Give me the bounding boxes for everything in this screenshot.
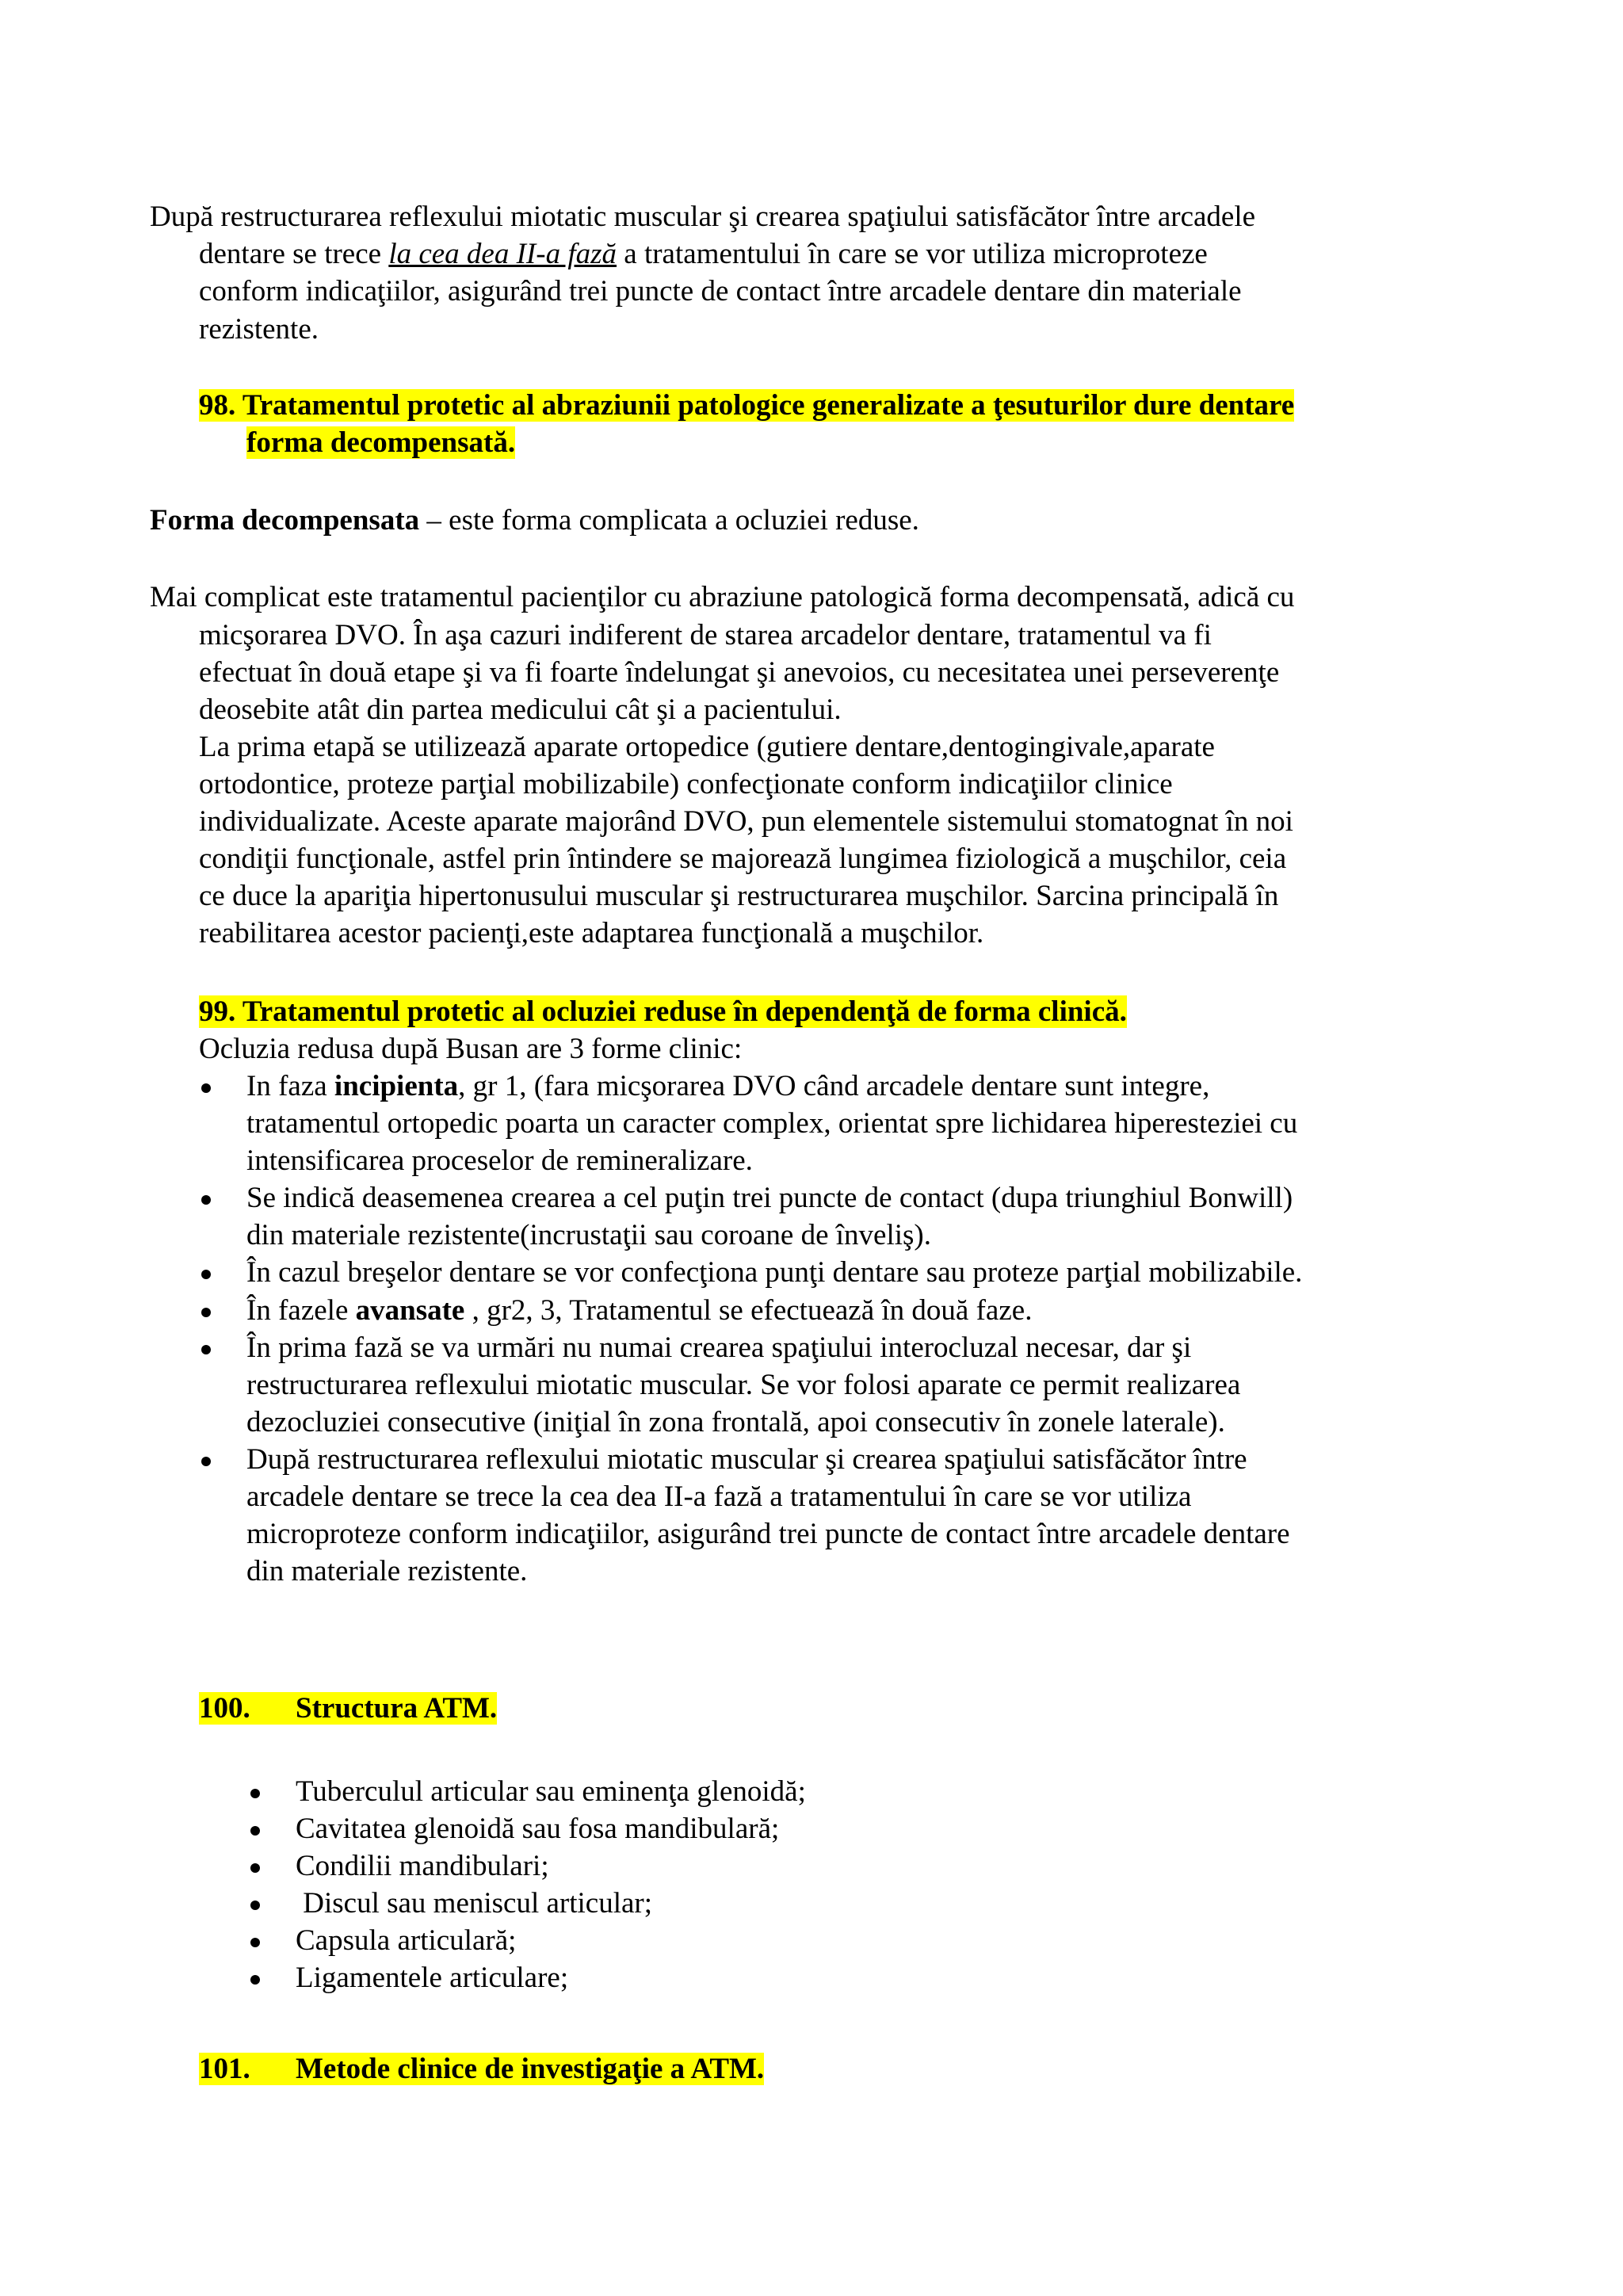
bullet-icon: [201, 1270, 211, 1279]
heading-101-title: Metode clinice de investigaţie a ATM.: [296, 2053, 765, 2085]
atm-list-item: Tuberculul articular sau eminenţa glenoidă;: [296, 1775, 806, 1808]
heading-98-text-2: forma decompensată.: [246, 426, 516, 459]
b4-line-1: [246, 1292, 1032, 1330]
bullet-icon: [250, 1975, 260, 1985]
heading-98-line-1: [199, 387, 1294, 425]
bullet-icon: [201, 1195, 211, 1205]
atm-list-item: Capsula articulară;: [296, 1924, 517, 1957]
b6-line-2: arcadele dentare se trece la cea dea II-a fază a tratamentului în care se vor utiliza: [246, 1480, 1192, 1513]
heading-99-text: 99. Tratamentul protetic al ocluziei reduse în dependenţă de forma clinică.: [199, 995, 1127, 1028]
b1-post: , gr 1, (fara micşorarea DVO când arcadele dentare sunt integre,: [458, 1070, 1210, 1102]
p1-line-2b: a tratamentului în care se vor utiliza microproteze: [617, 238, 1208, 270]
atm-list-item: Cavitatea glenoidă sau fosa mandibulară;: [296, 1813, 780, 1845]
b5-line-2: restructurarea reflexului miotatic muscular. Se vor folosi aparate ce permit realizarea: [246, 1369, 1241, 1401]
p2-line-4: deosebite atât din partea medicului cât şi a pacientului.: [199, 693, 842, 726]
b1-pre: In faza: [246, 1070, 334, 1102]
heading-98-text-1: 98. Tratamentul protetic al abraziunii patologice generalizate a ţesuturilor dure dentare: [199, 389, 1295, 422]
p2-line-1: Mai complicat este tratamentul pacienţilor cu abraziune patologică forma decompensată, adică cu: [150, 581, 1295, 613]
b5-line-1: În prima fază se va urmări nu numai crearea spaţiului interocluzal necesar, dar şi: [246, 1331, 1192, 1364]
heading-100-number: 100.: [199, 1692, 250, 1725]
heading-101-highlight: [199, 2053, 764, 2085]
b6-line-3: microproteze conform indicaţiilor, asigurând trei puncte de contact între arcadele dentare: [246, 1518, 1290, 1550]
p2-line-6: ortodontice, proteze parţial mobilizabile) confecţionate conform indicaţiilor clinice: [199, 768, 1173, 800]
bullet-icon: [201, 1345, 211, 1354]
atm-list-item: Discul sau meniscul articular;: [296, 1887, 653, 1920]
bullet-icon: [250, 1901, 260, 1910]
p2-line-10: reabilitarea acestor pacienţi,este adaptarea funcţională a muşchilor.: [199, 917, 984, 949]
ocluzia-intro: Ocluzia redusa după Busan are 3 forme clinic:: [199, 1033, 743, 1065]
bullet-icon: [250, 1789, 260, 1798]
b6-line-4: din materiale rezistente.: [246, 1555, 528, 1587]
b5-line-3: dezocluziei consecutive (iniţial în zona frontală, apoi consecutiv în zonele laterale).: [246, 1406, 1225, 1438]
b4-bold: avansate: [355, 1294, 465, 1327]
heading-101-number: 101.: [199, 2053, 250, 2085]
atm-list-item: Condilii mandibulari;: [296, 1850, 549, 1882]
p1-line-1: După restructurarea reflexului miotatic muscular şi crearea spaţiului satisfăcător între arcadele: [150, 201, 1256, 233]
heading-101: [199, 2050, 764, 2088]
p1-line-3: conform indicaţiilor, asigurând trei puncte de contact între arcadele dentare din materiale: [199, 275, 1242, 308]
bullet-icon: [201, 1457, 211, 1466]
b4-post: , gr2, 3, Tratamentul se efectuează în două faze.: [464, 1294, 1033, 1327]
heading-98-line-2: [246, 424, 515, 462]
b2-line-1: Se indică deasemenea crearea a cel puţin trei puncte de contact (dupa triunghiul Bonwill): [246, 1182, 1293, 1214]
p1-line-4: rezistente.: [199, 313, 319, 346]
bullet-icon: [250, 1863, 260, 1873]
p1-line-2a: dentare se trece: [199, 238, 389, 270]
bullet-icon: [201, 1083, 211, 1093]
p2-line-8: condiţii funcţionale, astfel prin întindere se majorează lungimea fiziologică a muşchilor, ceia: [199, 842, 1287, 875]
heading-100: [199, 1690, 497, 1728]
forma-decompensata-term: Forma decompensata: [150, 504, 420, 537]
b2-line-2: din materiale rezistente(incrustaţii sau coroane de înveliş).: [246, 1219, 932, 1251]
forma-decompensata-definition: – este forma complicata a ocluziei reduse.: [419, 504, 919, 537]
b1-line-3: intensificarea proceselor de remineralizare.: [246, 1144, 753, 1177]
p2-line-5: La prima etapă se utilizează aparate ortopedice (gutiere dentare,dentogingivale,aparate: [199, 731, 1215, 763]
b3-line-1: În cazul breşelor dentare se vor confecţiona punţi dentare sau proteze parţial mobilizabile.: [246, 1256, 1303, 1289]
b1-bold: incipienta: [334, 1070, 459, 1102]
p2-line-9: ce duce la apariţia hipertonusului muscular şi restructurarea muşchilor. Sarcina principală în: [199, 880, 1279, 912]
b6-line-1: După restructurarea reflexului miotatic muscular şi crearea spaţiului satisfăcător între: [246, 1443, 1247, 1476]
bullet-icon: [250, 1938, 260, 1947]
p2-line-3: efectuat în două etape şi va fi foarte îndelungat şi anevoios, cu necesitatea unei perseverenţe: [199, 656, 1280, 689]
atm-list-item: Ligamentele articulare;: [296, 1962, 569, 1994]
heading-100-title: Structura ATM.: [296, 1692, 498, 1725]
p1-underlined-phrase: la cea dea II-a fază: [388, 238, 617, 270]
heading-100-highlight: [199, 1692, 497, 1725]
p2-line-7: individualizate. Aceste aparate majorând DVO, pun elementele sistemului stomatognat în noi: [199, 805, 1293, 838]
bullet-icon: [250, 1826, 260, 1836]
p1-line-2: [199, 235, 1208, 273]
b1-line-1: [246, 1068, 1209, 1106]
heading-99: [199, 993, 1127, 1031]
b4-pre: În fazele: [246, 1294, 356, 1327]
bullet-icon: [201, 1308, 211, 1317]
forma-decompensata-line: [150, 502, 919, 540]
p2-line-2: micşorarea DVO. În aşa cazuri indiferent de starea arcadelor dentare, tratamentul va fi: [199, 619, 1212, 651]
b1-line-2: tratamentul ortopedic poarta un caracter complex, orientat spre lichidarea hiperesteziei cu: [246, 1107, 1298, 1140]
